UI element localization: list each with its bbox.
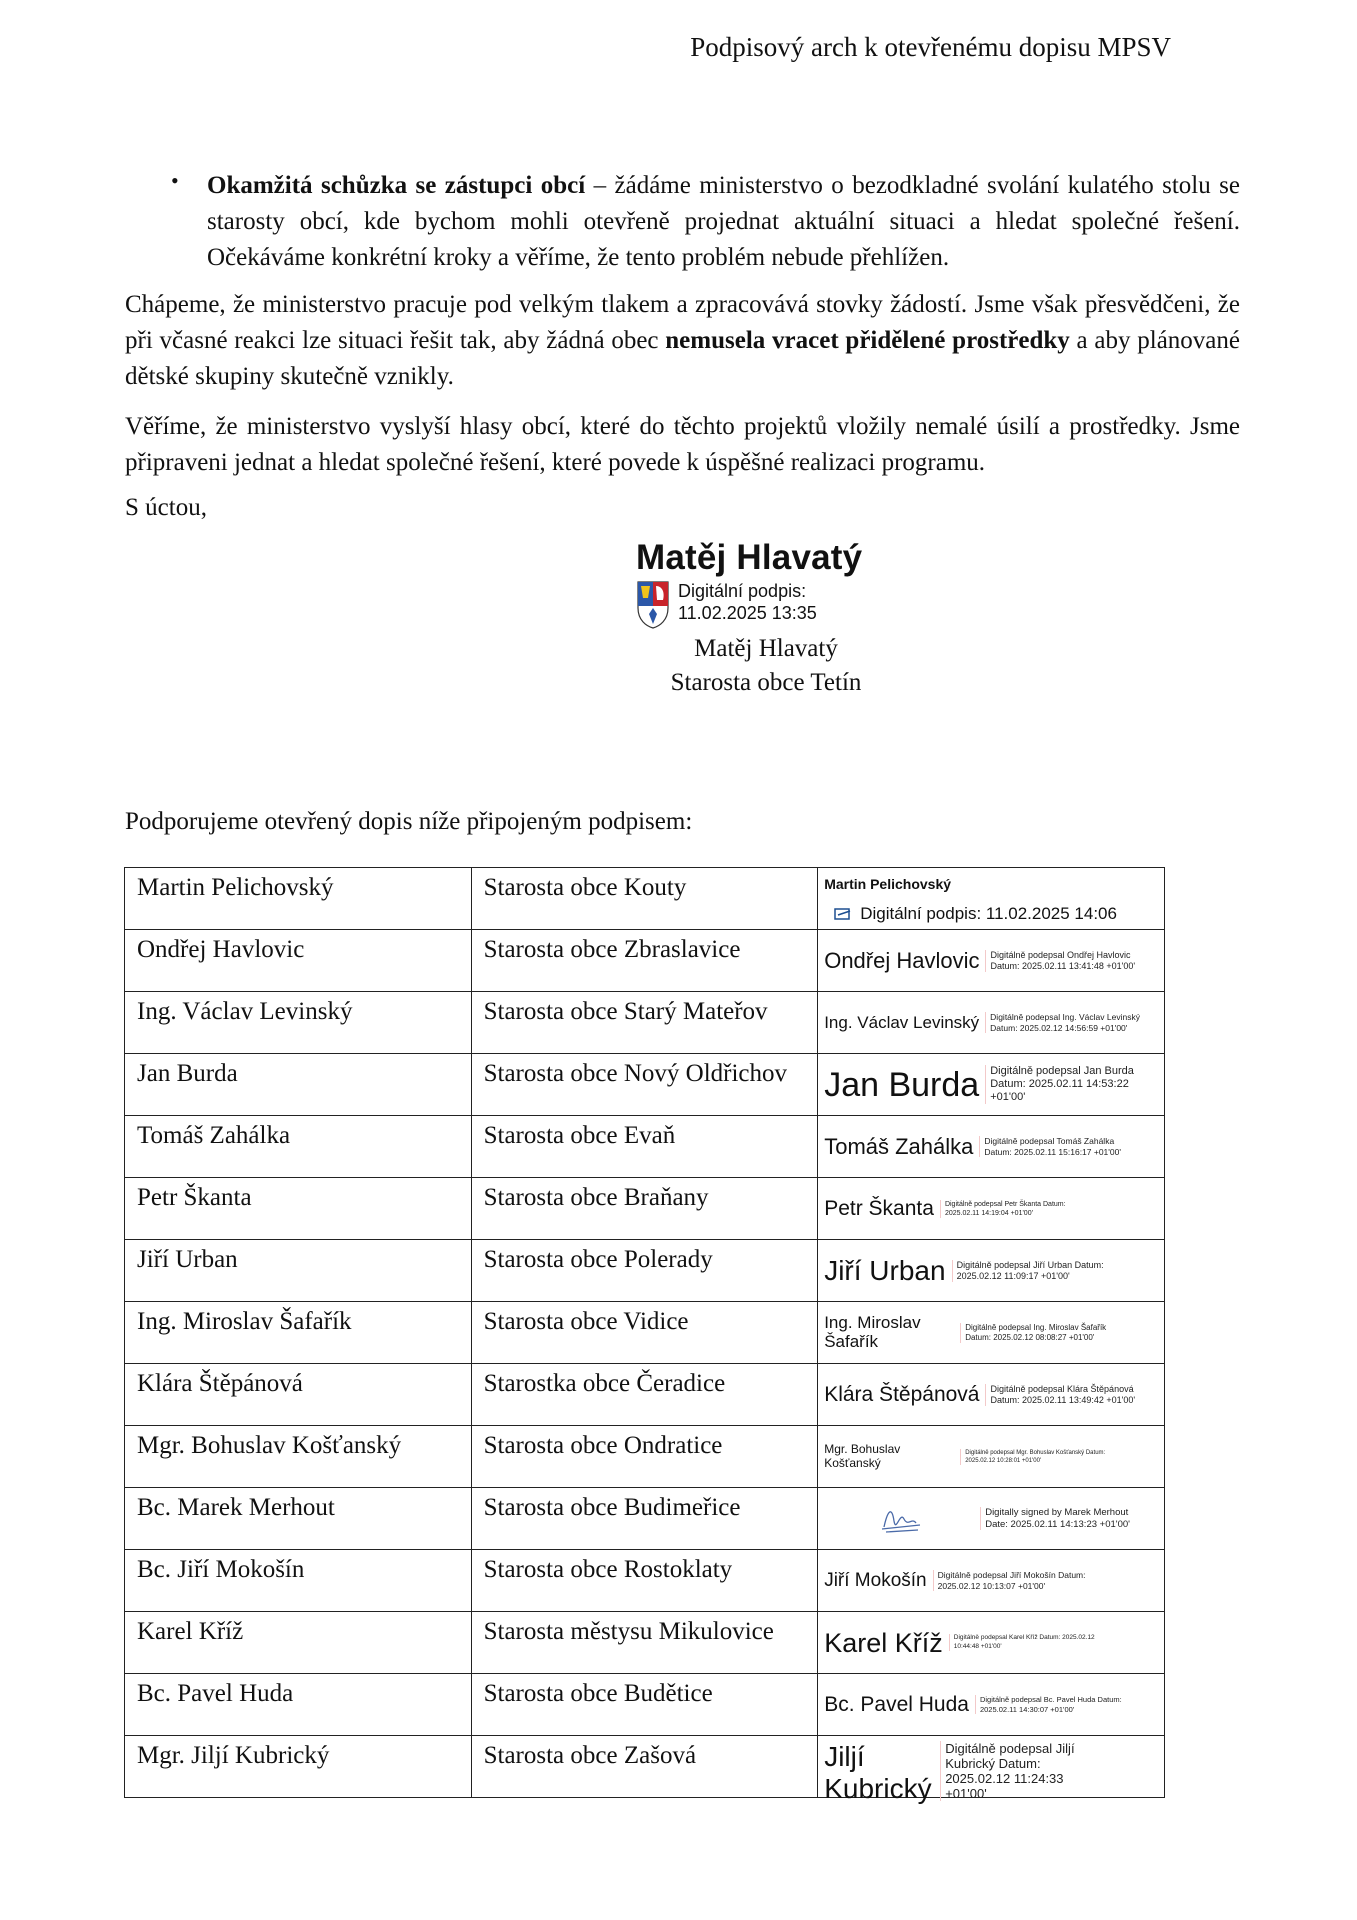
paragraph-2: Věříme, že ministerstvo vyslyší hlasy obcí, které do těchto projektů vložily nemalé úsilí a prostředky. Jsme připraveni jednat a hledat společné řešení, které povede k úspěšné realizaci programu. [125, 413, 1240, 476]
signatory-role: Starosta obce Ondratice [471, 1426, 818, 1488]
signature-name: Mgr. Bohuslav Košťanský [824, 1442, 901, 1470]
signatory-name: Bc. Jiří Mokošín [125, 1550, 472, 1612]
signature-meta: Digitálně podepsal Ing. Miroslav Šafařík Datum: 2025.02.12 08:08:27 +01'00' [960, 1323, 1115, 1343]
closing-salutation: S úctou, [125, 494, 207, 521]
signatory-name: Tomáš Zahálka [125, 1116, 472, 1178]
signatory-role: Starosta obce Vidice [471, 1302, 818, 1364]
signature-name: Ondřej Havlovic [824, 947, 980, 973]
signature-meta: Digitálně podepsal Bc. Pavel Huda Datum: 2025.02.11 14:30:07 +01'00' [975, 1695, 1130, 1714]
table-row [125, 1674, 1165, 1736]
bullet-bold-lead: Okamžitá schůzka se zástupci obcí [207, 172, 586, 199]
table-row [125, 1116, 1165, 1178]
digital-signature-stamp [818, 1367, 1164, 1423]
signatory-role: Starosta obce Zašová [471, 1736, 818, 1798]
digital-signature-cell [818, 992, 1165, 1054]
digital-signature-cell [818, 1612, 1165, 1674]
bullet-item [125, 168, 1240, 276]
signatory-name: Petr Škanta [125, 1178, 472, 1240]
signature-name: Karel Kříž [824, 1627, 943, 1658]
signature-meta: Digitálně podepsal Karel Kříž Datum: 2025.02.12 10:44:48 +01'00' [949, 1634, 1104, 1651]
signatory-role: Starostka obce Čeradice [471, 1364, 818, 1426]
signatory-name: Martin Pelichovský [125, 868, 472, 930]
digital-signature-stamp [818, 1491, 1164, 1547]
signatory-name: Bc. Pavel Huda [125, 1674, 472, 1736]
digital-signature-cell [818, 930, 1165, 992]
bullet-dot-icon: • [171, 168, 179, 193]
bullet-body: – žádáme ministerstvo o bezodkladné svolání kulatého stolu se starosty obcí, kde bychom mohli otevřeně projednat aktuální situaci a hledat společné řešení. Očekáváme konkrétní kroky a věříme, že tento problém nebude přehlížen. [207, 172, 1240, 271]
paragraph-1-bold: nemusela vracet přidělené prostředky [665, 327, 1070, 354]
signature-name: Jiljí Kubrický [824, 1740, 932, 1804]
signature-meta: Digitální podpis: 11.02.2025 14:06 [860, 903, 1117, 923]
municipal-crest-icon [636, 580, 670, 630]
signature-name: Ing. Václav Levinský [824, 1012, 980, 1032]
digital-signature-stamp [818, 1737, 1164, 1804]
digital-signature-cell [818, 1364, 1165, 1426]
table-row [125, 1550, 1165, 1612]
signatory-name: Ondřej Havlovic [125, 930, 472, 992]
signature-table [124, 867, 1165, 1804]
signatory-name: Mgr. Bohuslav Košťanský [125, 1426, 472, 1488]
paragraph-1-before: Chápeme, že ministerstvo pracuje pod velkým tlakem a zpracovává stovky žádostí. Jsme však přesvědčeni, že při včasné reakci lze situaci řešit tak, aby žádná obec [125, 291, 1240, 354]
digital-signature-stamp [818, 1057, 1164, 1113]
signatory-role: Starosta obce Nový Oldřichov [471, 1054, 818, 1116]
signature-meta: Digitálně podepsal Ing. Václav Levinský Datum: 2025.02.12 14:56:59 +01'00' [985, 1012, 1140, 1033]
digital-signature-cell [818, 1550, 1165, 1612]
digital-signature-stamp [818, 1181, 1164, 1237]
main-signature-name: Matěj Hlavatý [636, 538, 863, 577]
table-row [125, 1302, 1165, 1364]
signatory-role: Starosta obce Kouty [471, 868, 818, 930]
signatory-name: Klára Štěpánová [125, 1364, 472, 1426]
table-row [125, 1054, 1165, 1116]
digital-signature-cell [818, 1674, 1165, 1736]
signatory-role: Starosta obce Budětice [471, 1674, 818, 1736]
digital-signature-cell [818, 1488, 1165, 1550]
table-row [125, 1488, 1165, 1550]
signatory-name: Jan Burda [125, 1054, 472, 1116]
table-row [125, 1240, 1165, 1302]
document-header-title: Podpisový arch k otevřenému dopisu MPSV [690, 32, 1171, 62]
signature-name: Jiří Mokošín [824, 1569, 927, 1591]
signature-name: Jan Burda [824, 1065, 980, 1104]
digital-signature-stamp [818, 1677, 1164, 1733]
signature-name: Klára Štěpánová [824, 1382, 980, 1406]
handwritten-signature-icon [824, 1499, 974, 1539]
signatory-role: Starosta obce Starý Mateřov [471, 992, 818, 1054]
digital-signature-cell [818, 1302, 1165, 1364]
main-digital-signature [636, 538, 936, 630]
signatory-name: Jiří Urban [125, 1240, 472, 1302]
digital-signature-stamp [818, 995, 1164, 1051]
table-row [125, 930, 1165, 992]
digital-signature-cell [818, 1116, 1165, 1178]
signature-name: Bc. Pavel Huda [824, 1692, 969, 1716]
digital-signature-cell [818, 1240, 1165, 1302]
digital-signature-stamp [818, 1429, 1164, 1485]
table-row [125, 1364, 1165, 1426]
digital-signature-stamp [818, 1553, 1164, 1609]
signature-meta: Digitálně podepsal Tomáš Zahálka Datum: 2025.02.11 15:16:17 +01'00' [979, 1136, 1134, 1157]
digital-signature-cell [818, 1054, 1165, 1116]
signatory-name: Ing. Václav Levinský [125, 992, 472, 1054]
signature-name: Ing. Miroslav Šafařík [824, 1312, 921, 1351]
signatory-role: Starosta obce Polerady [471, 1240, 818, 1302]
signature-name: Petr Škanta [824, 1196, 934, 1220]
main-signature-printed [636, 632, 896, 700]
paragraph-1 [125, 287, 1240, 395]
signatory-role: Starosta obce Rostoklaty [471, 1550, 818, 1612]
main-signature-meta-2: 11.02.2025 13:35 [678, 603, 817, 623]
signature-meta: Digitálně podepsal Jiří Mokošín Datum: 2025.02.12 10:13:07 +01'00' [933, 1570, 1088, 1591]
paragraph-1-after: a aby plánované dětské skupiny skutečně vznikly. [125, 327, 1240, 390]
signatory-role: Starosta obce Braňany [471, 1178, 818, 1240]
digital-signature-cell [818, 1426, 1165, 1488]
support-statement: Podporujeme otevřený dopis níže připojeným podpisem: [125, 808, 693, 835]
signature-name: Martin Pelichovský [824, 875, 952, 892]
signature-meta: Digitálně podepsal Klára Štěpánová Datum: 2025.02.11 13:49:42 +01'00' [985, 1384, 1140, 1406]
signature-meta: Digitálně podepsal Ondřej Havlovic Datum: 2025.02.11 13:41:48 +01'00' [985, 950, 1140, 972]
table-row [125, 1178, 1165, 1240]
signatory-role: Starosta obce Evaň [471, 1116, 818, 1178]
signatory-name: Karel Kříž [125, 1612, 472, 1674]
signatory-name: Ing. Miroslav Šafařík [125, 1302, 472, 1364]
signatory-name: Mgr. Jiljí Kubrický [125, 1736, 472, 1798]
signature-meta: Digitálně podepsal Jiljí Kubrický Datum: 2025.02.12 11:24:33 +01'00' [940, 1741, 1075, 1801]
table-row [125, 868, 1165, 930]
table-row [125, 992, 1165, 1054]
signed-document-icon [834, 908, 854, 920]
signature-name: Tomáš Zahálka [824, 1133, 974, 1159]
signatory-role: Starosta obce Zbraslavice [471, 930, 818, 992]
digital-signature-stamp [818, 1305, 1164, 1361]
signature-meta: Digitálně podepsal Jan Burda Datum: 2025.02.11 14:53:22 +01'00' [985, 1065, 1140, 1104]
signature-meta: Digitally signed by Marek Merhout Date: 2025.02.11 14:13:23 +01'00' [980, 1507, 1145, 1530]
digital-signature-cell [818, 1178, 1165, 1240]
table-row [125, 1612, 1165, 1674]
digital-signature-stamp [818, 1119, 1164, 1175]
main-signature-role: Starosta obce Tetín [670, 669, 862, 696]
digital-signature-stamp [818, 1615, 1164, 1671]
signatory-role: Starosta obce Budimeřice [471, 1488, 818, 1550]
signatory-role: Starosta městysu Mikulovice [471, 1612, 818, 1674]
table-row [125, 1426, 1165, 1488]
digital-signature-stamp [818, 933, 1164, 989]
digital-signature-stamp [818, 1243, 1164, 1299]
signature-name: Jiří Urban [824, 1254, 946, 1286]
digital-signature-stamp [818, 871, 1164, 927]
table-row [125, 1736, 1165, 1798]
signature-meta: Digitálně podepsal Mgr. Bohuslav Košťanský Datum: 2025.02.12 10:28:01 +01'00' [960, 1449, 1115, 1465]
main-signature-meta-1: Digitální podpis: [678, 581, 807, 601]
bullet-text [207, 168, 1240, 276]
digital-signature-cell [818, 868, 1165, 930]
signature-meta: Digitálně podepsal Petr Škanta Datum: 2025.02.11 14:19:04 +01'00' [940, 1200, 1095, 1218]
signature-meta: Digitálně podepsal Jiří Urban Datum: 2025.02.12 11:09:17 +01'00' [952, 1260, 1107, 1282]
main-signature-printed-name: Matěj Hlavatý [694, 635, 838, 662]
digital-signature-cell [818, 1736, 1165, 1804]
signatory-name: Bc. Marek Merhout [125, 1488, 472, 1550]
